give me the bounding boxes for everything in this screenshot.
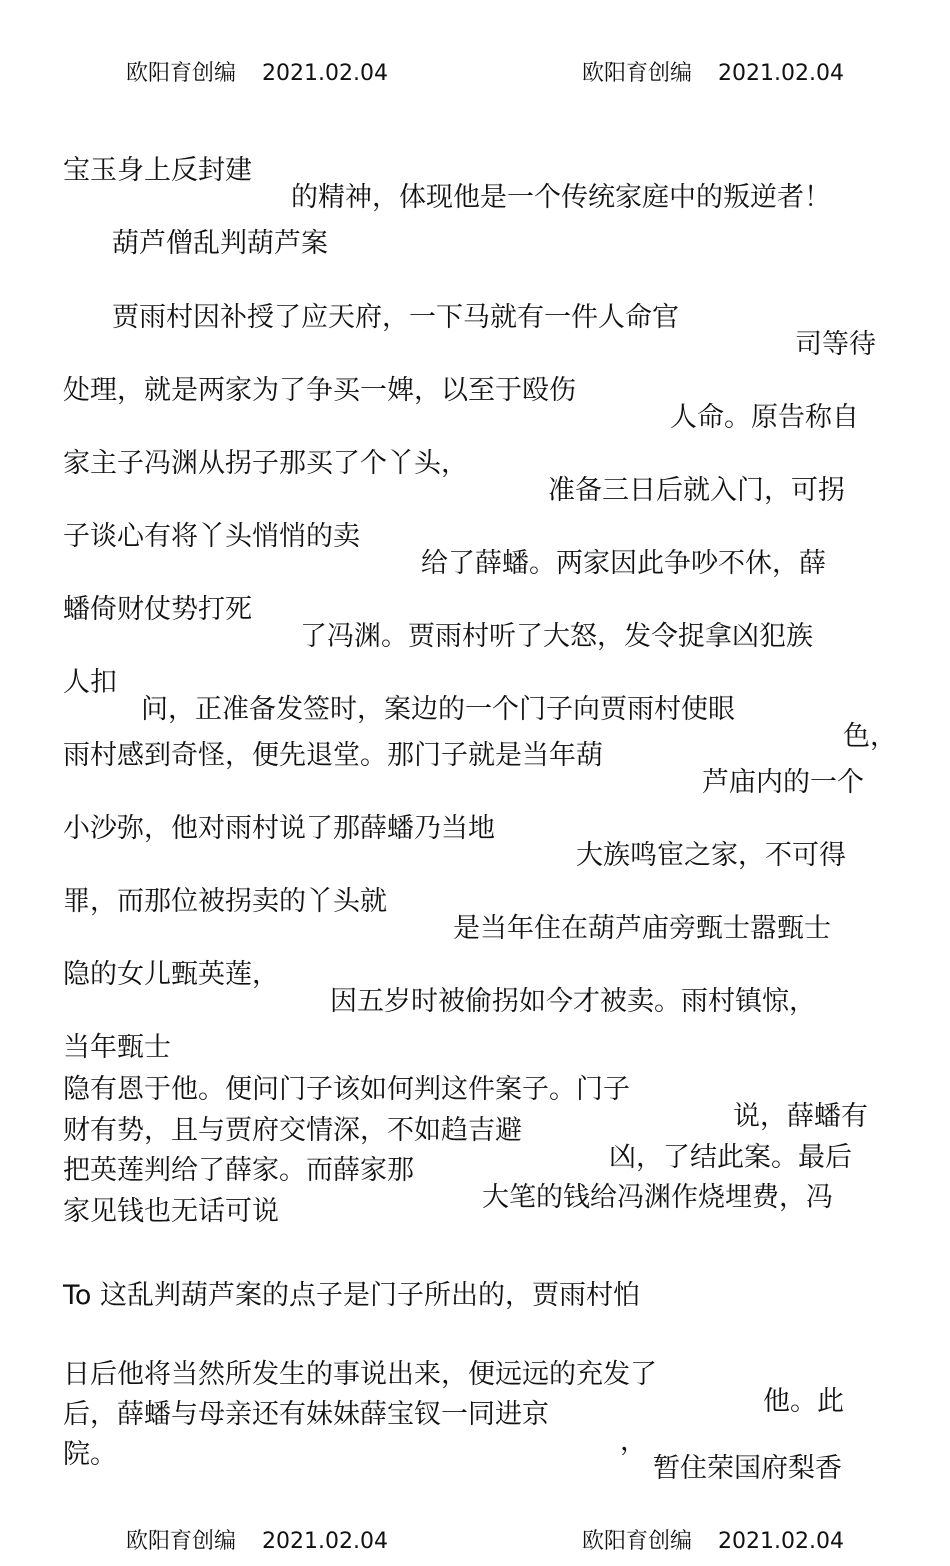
text-segment: 凶，了结此案。最后: [609, 1142, 852, 1173]
heading-text: 葫芦僧乱判葫芦案: [112, 228, 328, 259]
text-segment: 大族鸣宦之家，不可得: [576, 840, 846, 871]
text-segment: 家见钱也无话可说: [63, 1196, 279, 1227]
text-segment: 当年甄士: [63, 1032, 171, 1063]
text-segment: 处理，就是两家为了争买一婢，以至于殴伤: [63, 375, 576, 406]
text-segment: 大笔的钱给冯渊作烧埋费，冯: [482, 1182, 833, 1213]
text-segment: 因五岁时被偷拐如今才被卖。雨村镇惊，: [330, 986, 816, 1017]
text-segment: 给了薛蟠。两家因此争吵不休，薛: [421, 548, 826, 579]
text-segment: 后，薛蟠与母亲还有妹妹薛宝钗一同进京: [63, 1399, 549, 1430]
text-segment: 说，薛蟠有: [733, 1101, 868, 1132]
text-line: [0, 1255, 641, 1336]
text-segment: 家主子冯渊从拐子那买了个丫头，: [63, 448, 468, 479]
text-segment: 子谈心有将丫头悄悄的卖: [63, 521, 360, 552]
footer-date: 2021.02.04: [718, 1529, 844, 1554]
text-segment: To 这乱判葫芦案的点子是门子所出的，贾雨村怕: [63, 1280, 641, 1311]
text-segment: 人命。原告称自: [670, 402, 859, 433]
header-left: [112, 41, 388, 85]
text-segment: 院。: [63, 1439, 117, 1470]
header-date: 2021.02.04: [262, 61, 388, 86]
header-right: [568, 41, 844, 85]
text-segment: 问，正准备发签时，案边的一个门子向贾雨村使眼: [141, 694, 735, 725]
text-segment: 芦庙内的一个: [702, 767, 864, 798]
text-segment: 暂住荣国府梨香: [653, 1453, 842, 1484]
text-segment: 小沙弥，他对雨村说了那薛蟠乃当地: [63, 813, 495, 844]
text-segment: 司等待: [795, 329, 876, 360]
text-segment: 罪，而那位被拐卖的丫头就: [63, 886, 387, 917]
text-segment: 日后他将当然所发生的事说出来，便远远的充发了: [63, 1359, 657, 1390]
header-author: 欧阳育创编: [126, 61, 237, 86]
text-segment: 的精神，体现他是一个传统家庭中的叛逆者！: [291, 182, 831, 213]
text-segment: 了冯渊。贾雨村听了大怒，发令捉拿凶犯族: [300, 621, 813, 652]
header-date: 2021.02.04: [718, 61, 844, 86]
header-author: 欧阳育创编: [582, 61, 693, 86]
text-segment: 准备三日后就入门，可拐: [548, 475, 845, 506]
section-heading: [0, 203, 328, 284]
footer-left: [112, 1509, 388, 1553]
text-segment: 贾雨村因补授了应天府，一下马就有一件人命官: [112, 302, 679, 333]
text-segment: 是当年住在葫芦庙旁甄士嚣甄士: [453, 913, 831, 944]
text-segment: ，: [620, 1426, 647, 1457]
text-segment: 蟠倚财仗势打死: [63, 594, 252, 625]
text-segment: 隐的女儿甄英莲，: [63, 959, 279, 990]
text-segment: 宝玉身上反封建: [63, 155, 252, 186]
footer-author: 欧阳育创编: [126, 1529, 237, 1554]
text-segment: 隐有恩于他。便问门子该如何判这件案子。门子: [63, 1074, 630, 1105]
text-segment: 色，: [843, 721, 897, 752]
text-segment: 他。此: [763, 1386, 844, 1417]
text-segment: 人扣: [63, 667, 117, 698]
text-segment: 雨村感到奇怪，便先退堂。那门子就是当年葫: [63, 740, 603, 771]
text-line: [0, 1414, 117, 1495]
text-line: [0, 1171, 279, 1252]
footer-right: [568, 1509, 844, 1553]
footer-date: 2021.02.04: [262, 1529, 388, 1554]
text-segment: 财有势，且与贾府交情深，不如趋吉避: [63, 1115, 522, 1146]
footer-author: 欧阳育创编: [582, 1529, 693, 1554]
text-segment: 把英莲判给了薛家。而薛家那: [63, 1155, 414, 1186]
